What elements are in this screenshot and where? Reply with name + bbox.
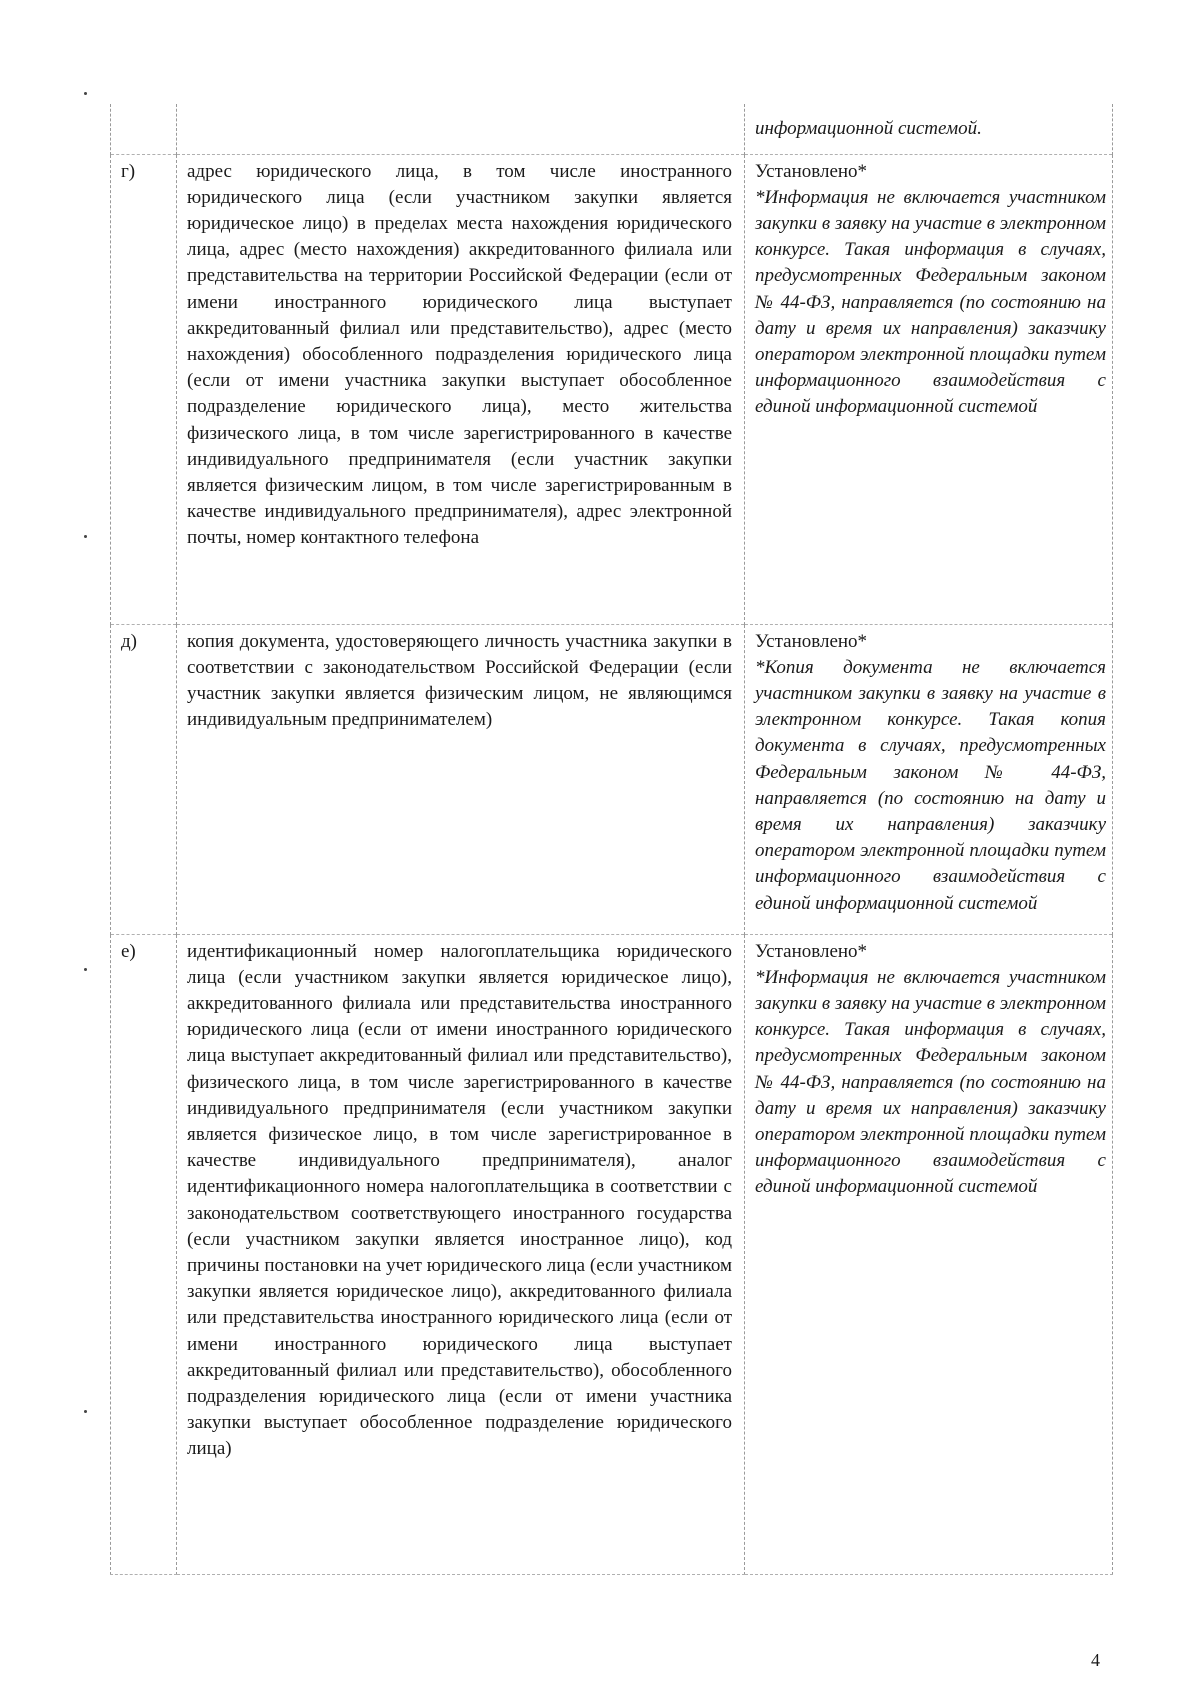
row-number: д) xyxy=(121,630,137,652)
row-status: Установлено* xyxy=(755,940,868,962)
scan-speck xyxy=(84,968,87,971)
scan-speck xyxy=(84,92,87,95)
row-value-cell xyxy=(745,624,1113,934)
row-value-cell xyxy=(745,154,1113,624)
requirements-table xyxy=(110,104,1113,1575)
row-value xyxy=(745,625,1112,921)
row-status: Установлено* xyxy=(755,630,868,652)
row-description: адрес юридического лица, в том числе иностранного юридического лица (если участником закупки является юридическое лицо) в пределах места нахождения юридического лица, адрес (место нахождения) аккредитованного филиала или представительства на территории Российской Федерации (если от имени иностранного юридического лица выступает аккредитованный филиал или представительство), адрес (место нахождения) обособленного подразделения юридического лица (если от имени участника закупки выступает обособленное подразделение юридического лица), место жительства физического лица, в том числе зарегистрированного в качестве индивидуального предпринимателя (если участник закупки является физическим лицом, в том числе зарегистрированным в качестве индивидуального предпринимателя), адрес электронной почты, номер контактного телефона xyxy=(187,160,732,549)
scan-speck xyxy=(84,1410,87,1413)
continuation-row xyxy=(111,104,1113,154)
continuation-text: информационной системой. xyxy=(755,118,982,139)
continuation-num-cell xyxy=(111,104,177,154)
continuation-value-cell xyxy=(745,104,1113,154)
continuation-desc-cell xyxy=(177,104,745,154)
row-number: г) xyxy=(121,160,136,182)
row-number: е) xyxy=(121,940,136,962)
row-value xyxy=(745,935,1112,1205)
table-row xyxy=(111,154,1113,624)
row-note: *Копия документа не включается участником закупки в заявку на участие в электронном конкурсе. Такая копия документа в случаях, предусмотренных Федеральным законом № 44-ФЗ, направляется (по состоянию на дату и время их направления) заказчику оператором электронной площадки путем информационного взаимодействия с единой информационной системой xyxy=(755,656,1106,914)
row-status: Установлено* xyxy=(755,160,868,182)
row-value-cell xyxy=(745,934,1113,1574)
row-number-cell xyxy=(111,154,177,624)
row-description-cell xyxy=(177,624,745,934)
row-number-cell xyxy=(111,624,177,934)
row-note: *Информация не включается участником закупки в заявку на участие в электронном конкурсе. Такая информация в случаях, предусмотренных Федеральным законом № 44-ФЗ, направляется (по состоянию на дату и время их направления) заказчику оператором электронной площадки путем информационного взаимодействия с единой информационной системой xyxy=(755,186,1106,418)
row-value xyxy=(745,155,1112,425)
row-description-cell xyxy=(177,934,745,1574)
table-row xyxy=(111,624,1113,934)
scan-speck xyxy=(84,535,87,538)
row-description-cell xyxy=(177,154,745,624)
table-row xyxy=(111,934,1113,1574)
row-note: *Информация не включается участником закупки в заявку на участие в электронном конкурсе. Такая информация в случаях, предусмотренных Федеральным законом № 44-ФЗ, направляется (по состоянию на дату и время их направления) заказчику оператором электронной площадки путем информационного взаимодействия с единой информационной системой xyxy=(755,966,1106,1198)
row-description: копия документа, удостоверяющего личность участника закупки в соответствии с законодательством Российской Федерации (если участник закупки является физическим лицом, не являющимся индивидуальным предпринимателем) xyxy=(187,630,732,731)
row-description: идентификационный номер налогоплательщика юридического лица (если участником закупки является юридическое лицо), аккредитованного филиала или представительства иностранного юридического лица (если от имени иностранного юридического лица выступает аккредитованный филиал или представительство), физического лица, в том числе зарегистрированного в качестве индивидуального предпринимателя (если участником закупки является физическое лицо, в том числе зарегистрированное в качестве индивидуального предпринимателя), аналог идентификационного номера налогоплательщика в соответствии с законодательством соответствующего иностранного государства (если участником закупки является иностранное лицо), код причины постановки на учет юридического лица (если участником закупки является юридическое лицо), аккредитованного филиала или представительства иностранного юридического лица (если от имени иностранного юридического лица выступает аккредитованный филиал или представительство), обособленного подразделения юридического лица (если от имени участника закупки выступает обособленное подразделение юридического лица) xyxy=(187,940,732,1460)
page-number: 4 xyxy=(1091,1650,1100,1670)
row-number-cell xyxy=(111,934,177,1574)
